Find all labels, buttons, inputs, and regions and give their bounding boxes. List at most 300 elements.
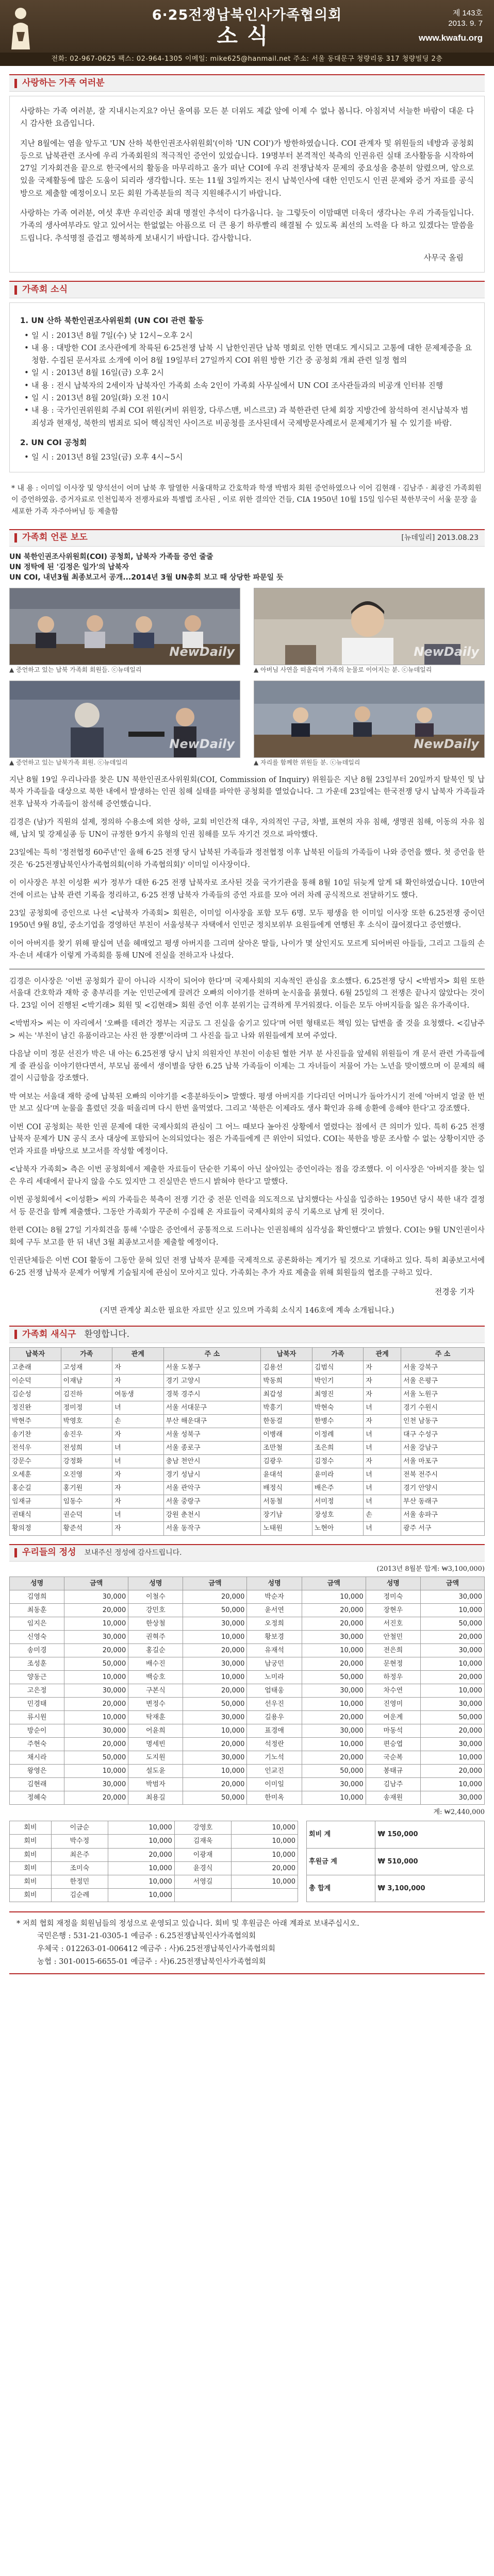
table-cell: 손 [364,1509,401,1522]
table-cell: 자 [112,1374,164,1387]
donations-table-body [10,1590,485,1805]
press-photo-cell [9,681,240,767]
table-cell: 서울 중랑구 [163,1495,261,1509]
table-cell: 50,000 [64,1657,128,1670]
members-heading [9,1326,485,1343]
table-cell: 20,000 [420,1724,484,1738]
column-header: 성명 [366,1577,420,1590]
press-source-date: [뉴데일리] 2013.08.23 [401,533,479,542]
table-cell: 30,000 [183,1751,247,1765]
masthead [0,0,494,53]
table-cell: 윤대석 [261,1468,312,1482]
table-cell: 유재석 [247,1643,302,1657]
issue-number: 제 143호 [452,9,483,18]
table-cell: 황보경 [247,1630,302,1643]
member-row [10,1468,485,1482]
table-cell: 회비 계 [307,1821,375,1848]
table-cell: 황준석 [61,1522,112,1535]
table-cell: 장현우 [366,1603,420,1617]
greeting-box [9,96,485,273]
table-cell: 20,000 [302,1711,366,1724]
donation-row [10,1724,485,1738]
table-cell: 20,000 [232,1861,298,1875]
photo-caption: ▲ 아버님 사연을 떠올리며 가족의 눈물로 이어지는 분. ⓒ뉴데일리 [254,666,432,674]
donations-subheading: 보내주신 정성에 감사드립니다. [84,1548,182,1557]
table-cell: 서동철 [261,1495,312,1509]
table-cell: 정진완 [10,1401,61,1415]
table-cell: 경기 고양시 [163,1374,261,1387]
column-header: 관계 [112,1347,164,1361]
table-cell: 여동생 [112,1388,164,1401]
table-cell: 10,000 [64,1711,128,1724]
bank-account-footer [9,1911,485,1975]
table-cell: 고은정 [10,1684,64,1697]
column-header: 관계 [364,1347,401,1361]
table-cell: 남궁민 [247,1657,302,1670]
table-cell: 자 [364,1361,401,1374]
members-heading-text: 가족회 새식구 [22,1329,76,1340]
table-cell: 명세빈 [128,1738,183,1751]
table-cell: 민경태 [10,1698,64,1711]
donations-heading [9,1544,485,1562]
members-header-row [10,1347,485,1361]
table-cell: 서미정 [312,1495,364,1509]
table-cell: 엄태웅 [247,1684,302,1697]
table-cell: 이철수 [128,1590,183,1603]
section-marker [14,533,17,543]
table-cell: 윤미라 [312,1468,364,1482]
table-cell: 대구 수성구 [401,1428,485,1442]
table-cell: 길용우 [247,1711,302,1724]
article-paragraph: 이어 아버지를 찾기 위해 팔십여 년을 헤매었고 평생 아버지를 그리며 살아온 딸들, 나이가 몇 살인지도 모르게 되어버린 아들들, 그리고 그들의 손자·손녀 세대가 이렇게 가족회를 통해 UN에 진실을 전하고자 나섰다. [9,939,485,960]
column-header: 납북자 [261,1347,312,1361]
table-cell: 고춘래 [10,1361,61,1374]
table-cell: 녀 [364,1482,401,1495]
table-cell: 자 [364,1455,401,1468]
footer-intro: * 저희 협회 재정을 회원님들의 정성으로 운영되고 있습니다. 회비 및 후원금은 아래 계좌로 보내주십시오. [17,1919,359,1928]
table-cell: 녀 [112,1455,164,1468]
table-cell: 10,000 [420,1751,484,1765]
watermark: NewDaily [169,644,235,659]
table-cell: 탁재훈 [128,1711,183,1724]
article-divider [9,969,485,970]
table-cell: 녀 [364,1495,401,1509]
table-cell: 광주 서구 [401,1522,485,1535]
donation-row [10,1630,485,1643]
table-cell: 인천 남동구 [401,1415,485,1428]
news-bullet: • 일 시 : 2013년 8월 20일(화) 오전 10시 [20,392,474,404]
column-header: 가족 [312,1347,364,1361]
table-cell: 조만철 [261,1442,312,1455]
table-cell: 총 합계 [307,1875,375,1902]
donation-row [10,1711,485,1724]
table-cell: 최용길 [128,1791,183,1805]
press-headline: UN COI, 내년3월 최종보고서 공개...2014년 3월 UN총회 보고 때 상당한 파문일 듯 [9,573,284,582]
members-table [9,1347,485,1536]
dues-table [9,1821,298,1902]
table-cell: 한미옥 [247,1791,302,1805]
website-link[interactable]: www.kwafu.org [418,33,483,43]
table-cell: 10,000 [64,1670,128,1684]
table-cell: 10,000 [302,1738,366,1751]
table-cell: 안철민 [366,1630,420,1643]
table-cell: 서울 동작구 [163,1522,261,1535]
table-cell: 녀 [364,1401,401,1415]
table-cell: 서울 노원구 [401,1388,485,1401]
press-photo-cell [9,588,240,674]
donation-row [10,1590,485,1603]
news-item-title: 2. UN COI 공청회 [20,437,87,447]
issue-date: 2013. 9. 7 [448,19,483,28]
news-item-title: 1. UN 산하 북한인권조사위원회 (UN COI 관련 활동 [20,316,204,326]
table-cell: 이정례 [312,1428,364,1442]
table-cell: 자 [112,1428,164,1442]
member-row [10,1361,485,1374]
table-cell: 10,000 [420,1684,484,1697]
table-cell: 최갑성 [261,1388,312,1401]
table-cell: 김영희 [10,1590,64,1603]
member-row [10,1482,485,1495]
member-row [10,1374,485,1387]
table-cell: 홍기원 [61,1482,112,1495]
press-headline: UN 정탁에 된 '김정은 일가'의 납북자 [9,563,129,571]
table-cell: 30,000 [64,1684,128,1697]
table-cell: 김남주 [366,1778,420,1791]
watermark: NewDaily [414,644,479,659]
table-cell: 50,000 [302,1670,366,1684]
table-cell: 한상철 [128,1617,183,1630]
table-cell: 10,000 [302,1698,366,1711]
article-paragraph: 이번 COI 공청회는 북한 인권 문제에 대한 국제사회의 관심이 그 어느 때보다 높아진 상황에서 열렸다는 점에서 큰 의미가 있다. 특히 6·25 전쟁 납북자 문제가 UN 공식 조사 대상에 포함되어 논의되었다는 점은 가족들에게 큰 위안이 되었다. COI는 북한을 방문 조사할 수 없는 상황이지만 증언과 자료를 바탕으로 보고서를 작성할 예정이다. [9,1123,485,1156]
table-cell: 10,000 [183,1630,247,1643]
donations-bottom [9,1821,485,1902]
donation-row [10,1778,485,1791]
watermark: NewDaily [169,737,235,752]
table-cell: 박동희 [261,1374,312,1387]
table-cell: 배수진 [128,1657,183,1670]
table-cell: 30,000 [302,1778,366,1791]
table-cell: 박범자 [128,1778,183,1791]
table-cell: 20,000 [64,1738,128,1751]
table-cell: 조성훈 [10,1657,64,1670]
table-cell: 서울 은평구 [401,1374,485,1387]
table-cell: 왕영은 [10,1765,64,1778]
table-cell: 20,000 [64,1791,128,1805]
table-cell: 구본식 [128,1684,183,1697]
table-cell: 편승엽 [366,1738,420,1751]
table-cell: 배정식 [261,1482,312,1495]
bank-account-line: 우체국 : 012263-01-006412 예금주 : 사)6.25전쟁납북인사가족협의회 [37,1944,275,1953]
table-cell: 차수연 [366,1684,420,1697]
dues-row [10,1861,298,1875]
table-cell: 경기 안양시 [401,1482,485,1495]
column-header: 금액 [183,1577,247,1590]
table-cell: 10,000 [64,1617,128,1630]
table-cell: 선우진 [247,1698,302,1711]
greeting-paragraph: 사랑하는 가족 여러분, 여섯 후반 우리인증 최대 명절인 추석이 다가옵니다. 늘 그렇듯이 이맘때면 더욱더 생각나는 우리 가족들입니다. 가족의 생사여부라도 알고 있어서는 한없없는 아픔으로 더 큰 용기 하루빨리 해결될 수 있도록 최선의 노력을 다 하고 있겠다는 말씀을 드립니다. 추석명절 즐겁고 행복하게 보내시기 바랍니다. 감사합니다. [20,208,474,243]
table-cell: 정미숙 [366,1590,420,1603]
photo-caption: ▲ 증언하고 있는 납북 가족회 회원들. ⓒ뉴데일리 [9,666,142,674]
table-cell: 장기남 [261,1509,312,1522]
table-cell: 20,000 [183,1590,247,1603]
table-cell: 기노석 [247,1751,302,1765]
article-paragraph: 지난 8월 19일 우리나라를 찾은 UN 북한인권조사위원회(COI, Commission of Inquiry) 위원들은 지난 8월 23일부터 20일까지 탈북인 및 납북자 가족들을 대상으로 북한 내에서 발생하는 인권 침해 실태를 파악한 공청회를 열었습니다. 그 가운데 23일에는 한국전쟁 당시 납북자 가족들과 전후 납북자 가족들이 참석해 증언했습니다. [9,775,485,808]
press-photo [9,588,240,665]
photo-caption: ▲ 증언하고 있는 납북가족 회원. ⓒ뉴데일리 [9,759,128,767]
donation-row [10,1791,485,1805]
member-row [10,1509,485,1522]
table-cell: 최은주 [51,1848,108,1861]
news-heading [9,281,485,298]
table-cell: 30,000 [420,1590,484,1603]
total-row [307,1848,485,1875]
article-footnote: (지면 관계상 최소한 필요한 자료만 싣고 있으며 가족회 소식지 146호에 계속 소개됩니다.) [100,1307,394,1315]
table-cell: 10,000 [183,1670,247,1684]
total-row [307,1875,485,1902]
press-photo [254,588,485,665]
table-cell: 자 [364,1415,401,1428]
table-cell: 석정란 [247,1738,302,1751]
table-cell: 서울 강북구 [401,1361,485,1374]
section-marker [14,1548,17,1557]
table-cell: 정미정 [61,1401,112,1415]
column-header: 금액 [64,1577,128,1590]
table-cell: 20,000 [108,1848,175,1861]
photo-caption: ▲ 자리를 함께한 위원들 분. ⓒ뉴데일리 [254,759,360,767]
table-cell: 김정수 [312,1455,364,1468]
table-cell: 김재욱 [174,1835,231,1848]
table-cell: 김용선 [261,1361,312,1374]
greeting-paragraph: 지난 8월에는 염을 앞두고 'UN 산하 북한인권조사위원회'(이하 'UN COI')가 방한하였습니다. COI 관계자 및 위원들의 네방과 공청회 등으로 납북관련 조사에 우리 가족회원의 적극적인 증언이 있었습니다. 19명부터 본격적인 북측의 인권유린 실태 조사활동을 시작하여 27일 기자회견을 끝으로 한국에서의 활동을 마무리하고 올가 떠난 COI에 우리 전쟁납북자 문제의 중요성을 충분히 알렸으며, 앞으로 있을 국제활동에 많은 도움이 되리라 생각합니다. 또는 11월 3일까지는 전시 납북인사에 대한 인민도시 인권 문제와 증거 자료를 공식방으로 제출할 예정이오니 모든 회원 가족분들의 적극 지원해주시기 바랍니다. [20,138,474,198]
table-cell: 50,000 [183,1698,247,1711]
totals-table-body [307,1821,485,1902]
table-cell: 신영숙 [10,1630,64,1643]
table-cell: 50,000 [420,1617,484,1630]
total-row [307,1821,485,1848]
table-cell: 10,000 [183,1765,247,1778]
column-header: 성명 [128,1577,183,1590]
organization-name: 6·25전쟁납북인사가족협의회 [152,7,342,23]
column-header: 주 소 [401,1347,485,1361]
table-cell: 서울 도봉구 [163,1361,261,1374]
table-cell: 회비 [10,1888,52,1902]
greeting-heading [9,74,485,92]
table-cell: 10,000 [108,1875,175,1888]
table-cell: 서울 관악구 [163,1482,261,1495]
table-cell: 노미라 [247,1670,302,1684]
table-cell: 송미경 [10,1643,64,1657]
table-cell: 10,000 [420,1657,484,1670]
table-cell: 박현주 [10,1415,61,1428]
table-cell: 서울 송파구 [401,1509,485,1522]
table-cell: 10,000 [183,1724,247,1738]
table-cell: 전석우 [10,1442,61,1455]
article-paragraph: 다음날 이미 정문 선진가 박은 내 아는 6.25전쟁 당시 납치 의원자인 부친이 이송된 혈한 거부 분 사진들을 앞세워 위원들이 개 문서 관련 가족들에게 줄 관심을 이야기한다면서, 부모님 품에서 생이별을 당한 6.25 납북 가족들이 이제는 그 자녀들이 저물어 가는 노년을 맞이했으며 이 문제의 해결이 시급함을 강조했다. [9,1050,485,1083]
table-cell: 30,000 [183,1657,247,1670]
news-heading-text: 가족회 소식 [22,284,68,295]
table-cell: 10,000 [108,1888,175,1902]
table-cell: 30,000 [64,1590,128,1603]
table-cell: 후원금 계 [307,1848,375,1875]
table-cell: 어윤희 [128,1724,183,1738]
table-cell: 10,000 [108,1821,175,1835]
table-cell: 경북 경주시 [163,1388,261,1401]
press-photo [254,681,485,758]
table-cell: 노현아 [312,1522,364,1535]
table-cell: 녀 [112,1401,164,1415]
table-cell: 이금순 [51,1821,108,1835]
table-cell: 최동훈 [10,1603,64,1617]
article-paragraph: 이 이사장은 부친 이성환 씨가 정부가 대한 6·25 전쟁 납북자로 조사된 것을 국가기관을 통해 8월 10일 뒤늦게 알게 돼 확인하였습니다. 10만여 건에 이르는 납북 관련 기록을 정리하고, 6·25 전쟁 납북자 가족들의 증언 자료를 모아 여러 차례 공식적으로 전달하기도 했다. [9,879,485,900]
table-cell: 30,000 [420,1738,484,1751]
news-bullet: • 일 시 : 2013년 8월 16일(금) 오후 2시 [20,366,474,379]
table-cell: 50,000 [420,1711,484,1724]
member-row [10,1442,485,1455]
news-bullet: • 내 용 : 전시 납북자의 2세이자 납북자인 가족회 소속 2인이 가족회 사무실에서 UN COI 조사관들과의 비공개 인터뷰 진행 [20,379,474,392]
press-photo-cell [254,588,485,674]
greeting-heading-text: 사랑하는 가족 여러분 [22,77,105,88]
table-cell: 서울 성북구 [163,1428,261,1442]
column-header: 납북자 [10,1347,61,1361]
table-cell: 김순례 [51,1888,108,1902]
table-cell: 박영호 [61,1415,112,1428]
article-paragraph: <납북자 가족회> 측은 이번 공청회에서 제출한 자료들이 단순한 기록이 아닌 살아있는 증언이라는 점을 강조했다. 이 이사장은 '아버지를 찾는 일은 우리 세대에서 끝나지 않을 수도 있지만 그 진실만은 반드시 밝혀야 한다'고 말했다. [9,1165,485,1186]
table-cell: 10,000 [108,1861,175,1875]
table-cell: 50,000 [302,1765,366,1778]
member-row [10,1415,485,1428]
donation-row [10,1670,485,1684]
table-cell: 10,000 [420,1603,484,1617]
table-cell: 임동수 [61,1495,112,1509]
dues-row [10,1888,298,1902]
table-cell: 변정수 [128,1698,183,1711]
table-cell: 녀 [364,1522,401,1535]
section-marker [14,285,17,295]
table-cell: 자 [112,1522,164,1535]
table-cell: 주현숙 [10,1738,64,1751]
member-row [10,1495,485,1509]
table-cell: 송기찬 [10,1428,61,1442]
table-cell: 충남 천안시 [163,1455,261,1468]
table-cell: 전성희 [61,1442,112,1455]
table-cell: 권태식 [10,1509,61,1522]
table-cell: ₩ 3,100,000 [375,1875,485,1902]
table-cell: 회비 [10,1848,52,1861]
table-cell: 20,000 [183,1738,247,1751]
table-cell: 국순복 [366,1751,420,1765]
table-cell: 서울 서대문구 [163,1401,261,1415]
table-cell: 녀 [112,1442,164,1455]
table-cell: 강원 춘천시 [163,1509,261,1522]
table-cell: 서영길 [174,1875,231,1888]
table-cell: 표경애 [247,1724,302,1738]
table-cell: 30,000 [183,1711,247,1724]
table-cell: 20,000 [420,1630,484,1643]
table-cell: 50,000 [183,1603,247,1617]
table-cell: 녀 [112,1509,164,1522]
table-cell: 마동석 [366,1724,420,1738]
table-cell: 20,000 [302,1657,366,1670]
table-cell: 하정우 [366,1670,420,1684]
article-paragraph: <박범자> 씨는 이 자리에서 '오빠를 데려간 정부는 지금도 그 진실을 숨기고 있다'며 어떤 형태로든 책임 있는 답변을 줄 것을 요청했다. <김남주> 씨는 '부친이 남긴 유품이라고는 사진 한 장뿐'이라며 그 사진을 들고 나와 위원들에게 보여 주었다. [9,1020,485,1040]
table-cell: 20,000 [302,1751,366,1765]
table-cell: 윤서연 [247,1603,302,1617]
table-cell: 김광우 [261,1455,312,1468]
table-cell: 노태원 [261,1522,312,1535]
table-cell: 전북 전주시 [401,1468,485,1482]
table-cell: 조미숙 [51,1861,108,1875]
table-cell: 20,000 [64,1603,128,1617]
table-cell: 인교진 [247,1765,302,1778]
news-bullet: • 일 시 : 2013년 8월 23일(금) 오후 4시~5시 [20,451,474,463]
dues-row [10,1821,298,1835]
table-cell: 김순성 [10,1388,61,1401]
table-cell: 녀 [364,1428,401,1442]
table-cell: 10,000 [108,1835,175,1848]
column-header: 성명 [247,1577,302,1590]
table-cell: 부산 해운대구 [163,1415,261,1428]
press-photo-grid [9,588,485,767]
article-paragraph: 김경은 이사장은 '이번 공청회가 끝이 아니라 시작이 되어야 한다'며 국제사회의 지속적인 관심을 호소했다. 6.25전쟁 당시 <박범자> 회원 또한 서울대 간호학과 재학 중 총부리를 겨눈 인민군에게 끌려간 오빠의 이야기를 전하며 눈시울을 붉혔다. 6월 25일의 그 전쟁은 끝나지 않았다는 것이다. 23일 이어 진행된 <박기래> 회원 및 <김현래> 회원 증언 이후 분위기는 급격하게 무거워졌다. 이들은 모두 아버지들을 잃은 유가족이다. [9,977,485,1010]
table-cell: 채시라 [10,1751,64,1765]
table-cell: 20,000 [64,1698,128,1711]
article-paragraph: 박 여보는 서울대 재학 중에 납북된 오빠의 이야기를 <흥분하듯이> 말했다. 평생 아버지를 기다리던 어머니가 돌아가시기 전에 '아버지 얼굴 한 번만 보고 싶다'며 눈물을 흘렸던 것을 떠올리며 다시 한번 울먹였다. 그리고 '북한은 이제라도 생사 확인과 유해 송환에 응해야 한다'고 강조했다. [9,1092,485,1113]
members-table-body [10,1361,485,1535]
news-bullet: • 일 시 : 2013년 8월 7일(수) 낮 12시~오후 2시 [20,329,474,342]
press-headline: UN 북한인권조사위원회(COI) 공청회, 납북자 가족들 증언 줄줄 [9,552,213,561]
table-cell: 강정화 [61,1455,112,1468]
donation-row [10,1751,485,1765]
table-cell [232,1888,298,1902]
table-cell: 30,000 [64,1778,128,1791]
donation-row [10,1684,485,1697]
table-cell: 강문수 [10,1455,61,1468]
contact-bar: 전화: 02-967-0625 팩스: 02-964-1305 이메일: mike625@hanmail.net 주소: 서울 동대문구 청량리동 317 청량빌딩 2층 [0,53,494,66]
table-cell: 20,000 [183,1778,247,1791]
article-paragraph: 23일에는 특히 '정전협정 60주년'인 올해 6·25 전쟁 당시 납북된 가족들과 정전협정 이후 납북된 이들의 가족들이 나와 증언을 했다. 첫 증언을 한 것은 '6·25전쟁납북인사가족협의회(이하 가족협의회)' 이미일 이사장이다. [9,849,485,869]
table-cell: 진영미 [366,1698,420,1711]
table-cell: 박흥기 [261,1401,312,1415]
table-cell: 강영호 [174,1821,231,1835]
article-paragraph: 한편 COI는 8월 27일 기자회견을 통해 '수많은 증언에서 공통적으로 드러나는 인권침해의 심각성을 확인했다'고 밝혔다. COI는 9월 UN인권이사회에 구두 보고를 한 뒤 내년 3월 최종보고서를 제출할 예정이다. [9,1226,485,1247]
table-cell: 이병래 [261,1428,312,1442]
table-cell: 경기 성남시 [163,1468,261,1482]
donation-row [10,1738,485,1751]
table-cell: 오진영 [61,1468,112,1482]
table-cell: 20,000 [183,1643,247,1657]
table-cell: 부산 동래구 [401,1495,485,1509]
table-cell: 박수정 [51,1835,108,1848]
table-cell: 자 [112,1495,164,1509]
table-cell: 자 [364,1374,401,1387]
table-cell: 강민호 [128,1603,183,1617]
table-cell: 자 [112,1361,164,1374]
table-cell: 20,000 [302,1603,366,1617]
news-box [9,302,485,472]
table-cell: 10,000 [232,1835,298,1848]
table-cell: 송재원 [366,1791,420,1805]
article-paragraph: 이번 공청회에서 <이성환> 씨의 가족들은 북측이 전쟁 기간 중 전문 인력을 의도적으로 납치했다는 사실을 입증하는 1950년 당시 북한 내각 결정서 등 문건을 함께 제출했다. 그동안 가족회가 꾸준히 수집해 온 자료들이 국제사회의 공식 기록으로 남게 된 것이다. [9,1196,485,1216]
news-note: * 내 용 : 이미일 이사장 및 양석선이 어머 납북 후 딸열한 서울대학교 간호학과 학생 박범자 회원 증언하였으나 이어 김현래 · 김남주 · 최광진 가족회원이 증언하였음. 증거자료로 인천입북자 전쟁자료와 특별법 조사된 , 이로 위한 결의안 건들, CIA 1950년 10월 15일 임수된 북한부국이 서울 문장 을 세포한 가족 자주아버님 등 제출함 [11,484,482,516]
table-cell: 정혜숙 [10,1791,64,1805]
table-cell: 박순자 [247,1590,302,1603]
greeting-signature: 사무국 올림 [423,252,464,262]
table-cell: 회비 [10,1875,52,1888]
dues-row [10,1835,298,1848]
table-cell: 10,000 [232,1821,298,1835]
donation-row [10,1765,485,1778]
table-cell: 30,000 [420,1643,484,1657]
